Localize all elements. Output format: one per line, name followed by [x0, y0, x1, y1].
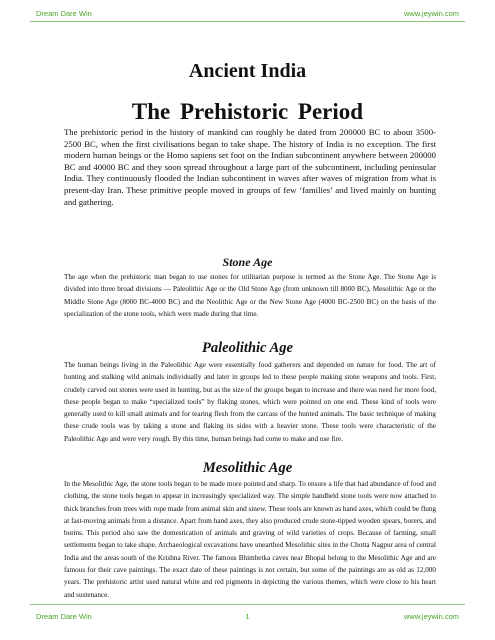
section-text-mesolithic-age: In the Mesolithic Age, the stone tools began to be made more pointed and sharp. To ensure a life that had abundance of food and clothing, the stone tools began to appear in increasingly specialized way. The simple handheld stone tools were now attached to thick branches from trees with rope made from animal skin and sinew. These tools are known as hand axes, which could be flung at fast-moving animals from a distance. Apart from hand axes, they also produced crude stone-tipped wooden spears, borers, and burins. This period also saw the domestication of animals and graving of wild varieties of crops. Because of farming, small settlements began to take shape. Archaeological excavations have unearthed Mesolithic sites in the Chotta Nagpur area of central India and the areas south of the Krishna River. The famous Bhimbetka caves near Bhopal belong to the Mesolithic Age and are famous for their cave paintings. The exact date of these paintings is not certain, but some of the paintings are as old as 12,000 years. The prehistoric artist used natural white and red pigments in depicting the various themes, which were close to his heart and sustenance.	[64, 480, 436, 599]
page-header	[0, 0, 495, 22]
page-number: 1	[245, 612, 250, 621]
footer-divider	[30, 604, 465, 605]
section-text-stone-age: The age when the prehistoric man began to use stones for utilitarian purpose is termed as the Stone Age. The Stone Age is divided into three broad divisions — Paleolithic Age or the Old Stone Age (from unknown till 8000 BC), Mesolithic Age or the Middle Stone Age (8000 BC-4000 BC) and the Neolithic Age or the New Stone Age (4000 BC-2500 BC) on the basis of the specialization of the stone tools, which were made during that time.	[64, 273, 436, 318]
section-heading-mesolithic-age: Mesolithic Age	[202, 460, 293, 476]
page-subtitle: The Prehistoric Period	[131, 99, 364, 124]
section-heading-stone-age: Stone Age	[222, 255, 273, 269]
header-site-name: Dream Dare Win	[36, 9, 92, 18]
section-heading-paleolithic-age: Paleolithic Age	[202, 340, 293, 356]
footer-site-name: Dream Dare Win	[36, 612, 92, 621]
footer-url[interactable]: www.jeywin.com	[403, 612, 459, 621]
section-text-paleolithic-age: The human beings living in the Paleolithic Age were essentially food gatherers and depended on nature for food. The art of hunting and stalking wild animals individually and later in groups led to these people making stone weapons and tools. First, crudely carved out stones were used in hunting, but as the size of the groups began to increase and there was need for more food, these people began to make “specialized tools” by flaking stones, which were pointed on one end. These kind of tools were generally used to kill small animals and for tearing flesh from the carcass of the hunted animals. The basic technique of making these crude tools was by taking a stone and flaking its sides with a heavier stone. These tools were characteristic of the Paleolithic Age and were very rough. By this time, human beings had come to make and use fire.	[64, 361, 436, 443]
header-url[interactable]: www.jeywin.com	[403, 9, 459, 18]
header-divider	[30, 21, 465, 22]
intro-paragraph: The prehistoric period in the history of mankind can roughly be dated from 200000 BC to about 3500-2500 BC, when the first civilisations began to take shape. The history of India is no exception. The first modern human beings or the Homo sapiens set foot on the Indian subcontinent anywhere between 200000 BC and 40000 BC and they soon spread throughout a large part of the subcontinent, including peninsular India. They continuously flooded the Indian subcontinent in waves after waves of migration from what is present-day Iran. These primitive people moved in groups of few ‘families’ and lived mainly on hunting and gathering.	[64, 127, 436, 207]
page-title: Ancient India	[188, 60, 307, 82]
page-footer	[0, 604, 495, 634]
